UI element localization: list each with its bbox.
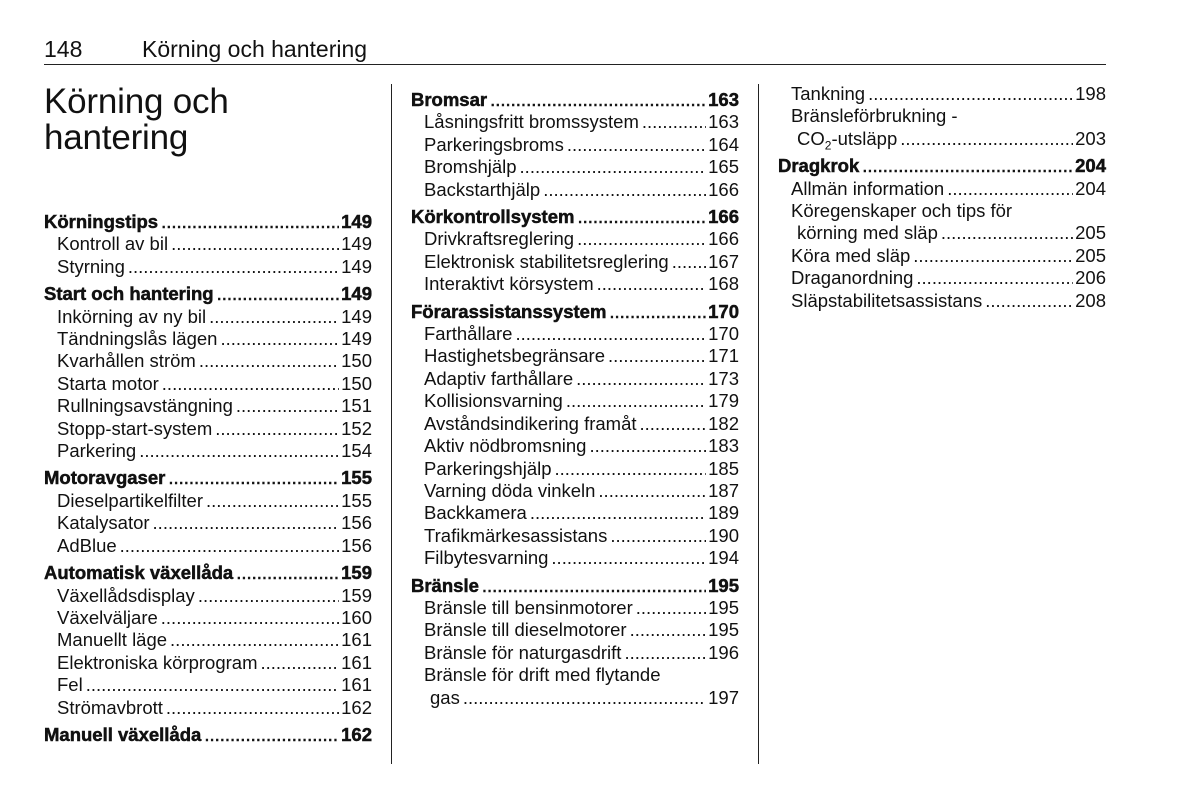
toc-entry[interactable] <box>44 512 372 534</box>
toc-section-heading[interactable] <box>411 301 739 323</box>
toc-entry-page: 163 <box>708 111 739 133</box>
toc-entry-title: Växellådsdisplay <box>57 584 195 606</box>
toc-entry[interactable] <box>44 535 372 557</box>
toc-section <box>778 155 1106 312</box>
toc-entry-page: 161 <box>341 651 372 673</box>
dot-leader <box>217 283 340 305</box>
toc-entry-page: 195 <box>708 596 739 618</box>
dot-leader <box>204 724 339 746</box>
toc-entry-title: Filbytesvarning <box>424 547 549 569</box>
dot-leader <box>947 178 1073 200</box>
toc-entry[interactable] <box>411 179 739 201</box>
toc-entry-page: 150 <box>341 350 372 372</box>
toc-entry-page: 156 <box>341 512 372 534</box>
toc-entry[interactable] <box>778 245 1106 267</box>
toc-entry-title: Parkeringsbroms <box>424 133 564 155</box>
toc-section-heading-title: Manuell växellåda <box>44 723 202 745</box>
toc-entry-page: 161 <box>341 629 372 651</box>
toc-section-heading-page: 159 <box>341 562 372 584</box>
toc-entry-page: 204 <box>1075 177 1106 199</box>
toc-entry-title: Bränsle för naturgasdrift <box>424 641 622 663</box>
toc-entry[interactable] <box>44 418 372 440</box>
toc-section-heading-page: 163 <box>708 89 739 110</box>
toc-entry[interactable] <box>411 390 739 412</box>
toc-entry-title: Backstarthjälp <box>424 178 541 200</box>
toc-entry-page: 149 <box>341 305 372 327</box>
toc-entry-page: 167 <box>708 250 739 272</box>
toc-section-heading[interactable] <box>411 89 739 111</box>
toc-entry-title: Stopp-start-system <box>57 417 213 439</box>
dot-leader <box>630 619 707 641</box>
dot-leader <box>139 440 339 462</box>
dot-leader <box>171 233 339 255</box>
dot-leader <box>610 525 706 547</box>
toc-entry-title: gas <box>430 686 460 708</box>
toc-entry-page: 196 <box>708 641 739 663</box>
toc-entry[interactable] <box>411 273 739 295</box>
toc-section-heading-title: Start och hantering <box>44 283 214 305</box>
toc-entry-title: Kvarhållen ström <box>57 350 196 372</box>
toc-section-heading-page: 195 <box>708 574 739 596</box>
dot-leader <box>199 350 339 372</box>
dot-leader <box>236 395 339 417</box>
toc-entry-page: 159 <box>341 584 372 606</box>
co2-suffix: -utsläpp <box>831 127 898 149</box>
dot-leader <box>640 413 707 435</box>
toc-entry[interactable] <box>411 368 739 390</box>
toc-entry-page: 206 <box>1075 267 1106 289</box>
toc-entry[interactable] <box>411 597 739 619</box>
dot-leader <box>608 345 706 367</box>
chapter-title <box>44 84 374 156</box>
toc-entry-title: Låsningsfritt bromssystem <box>424 111 639 133</box>
dot-leader <box>530 502 706 524</box>
toc-entry-title: Växelväljare <box>57 606 158 628</box>
dot-leader <box>577 206 706 228</box>
dot-leader <box>515 323 706 345</box>
toc-entry-title[interactable]: Köregenskaper och tips för <box>791 200 1013 222</box>
toc-section-heading-page: 170 <box>708 300 739 322</box>
toc-entry-page: 195 <box>708 619 739 641</box>
dot-leader <box>162 373 339 395</box>
toc-entry-page: 156 <box>341 534 372 556</box>
toc-entry-page: 168 <box>708 273 739 295</box>
dot-leader <box>567 134 706 156</box>
toc-entry-title: Bromshjälp <box>424 156 517 178</box>
toc-entry-page: 203 <box>1075 127 1106 149</box>
toc-entry[interactable] <box>44 490 372 512</box>
toc-entry-page: 154 <box>341 440 372 462</box>
toc-entry[interactable] <box>44 373 372 395</box>
dot-leader <box>624 642 706 664</box>
toc-entry-page: 182 <box>708 412 739 434</box>
dot-leader <box>463 687 706 709</box>
dot-leader <box>261 652 340 674</box>
toc-entry[interactable] <box>411 111 739 133</box>
toc-entry-title: Hastighetsbegränsare <box>424 345 605 367</box>
toc-entry[interactable] <box>44 328 372 350</box>
toc-section-heading-page: 155 <box>341 467 372 489</box>
toc-entry[interactable] <box>411 547 739 569</box>
dot-leader <box>636 597 706 619</box>
toc-entry-title: Backkamera <box>424 502 527 524</box>
dot-leader <box>868 83 1073 105</box>
toc-entry[interactable] <box>44 674 372 696</box>
dot-leader <box>166 697 339 719</box>
toc-entry-title <box>797 127 898 153</box>
toc-entry[interactable] <box>411 435 739 457</box>
toc-entry[interactable] <box>411 687 739 709</box>
toc-entry[interactable] <box>411 345 739 367</box>
dot-leader <box>161 211 339 233</box>
toc-entry-title: Parkeringshjälp <box>424 457 552 479</box>
toc-entry[interactable] <box>411 251 739 273</box>
toc-entry[interactable] <box>778 290 1106 312</box>
toc-entry[interactable] <box>411 525 739 547</box>
dot-leader <box>985 290 1073 312</box>
toc-entry-title: Aktiv nödbromsning <box>424 435 587 457</box>
dot-leader <box>161 607 339 629</box>
toc-entry[interactable] <box>778 127 1106 153</box>
co2-subscript: 2 <box>824 138 832 153</box>
toc-entry[interactable] <box>411 619 739 641</box>
toc-entry-page: 149 <box>341 255 372 277</box>
toc-entry-page: 198 <box>1075 83 1106 104</box>
toc-section <box>44 724 372 746</box>
toc-entry-title: Elektronisk stabilitetsreglering <box>424 250 669 272</box>
toc-entry-page: 189 <box>708 502 739 524</box>
toc-section-heading-title: Förarassistanssystem <box>411 300 607 322</box>
toc-entry-page: 179 <box>708 390 739 412</box>
toc-section-heading-page: 166 <box>708 206 739 228</box>
toc-entry-title: Farthållare <box>424 323 513 345</box>
toc-entry-title: Köra med släp <box>791 244 911 266</box>
toc-section-heading-title: Körningstips <box>44 211 159 232</box>
dot-leader <box>597 273 706 295</box>
toc-entry-title: Tankning <box>791 83 866 104</box>
toc-entry-title[interactable]: Bränsleförbrukning - <box>791 105 958 127</box>
dot-leader <box>209 306 339 328</box>
dot-leader <box>215 418 339 440</box>
dot-leader <box>170 629 339 651</box>
toc-section <box>411 301 739 570</box>
toc-entry-title: Trafikmärkesassistans <box>424 524 608 546</box>
toc-entry-page: 149 <box>341 233 372 255</box>
toc-column-1 <box>44 211 372 751</box>
dot-leader <box>236 562 339 584</box>
toc-entry[interactable] <box>44 607 372 629</box>
toc-entry-title: Drivkraftsreglering <box>424 228 575 250</box>
dot-leader <box>86 674 339 696</box>
toc-entry[interactable] <box>44 629 372 651</box>
toc-entry-page: 155 <box>341 489 372 511</box>
page-number: 148 <box>44 36 83 62</box>
toc-entry[interactable] <box>411 502 739 524</box>
toc-entry-title: Starta motor <box>57 372 159 394</box>
toc-entry[interactable] <box>411 134 739 156</box>
toc-entry[interactable] <box>44 697 372 719</box>
toc-entry[interactable] <box>44 585 372 607</box>
toc-entry-title: AdBlue <box>57 534 117 556</box>
toc-section-heading-title: Dragkrok <box>778 155 860 177</box>
toc-section-heading-title: Bränsle <box>411 574 479 596</box>
dot-leader <box>642 111 706 133</box>
toc-entry[interactable] <box>44 256 372 278</box>
dot-leader <box>609 301 706 323</box>
toc-entry-title: Fel <box>57 674 83 696</box>
toc-section-heading-page: 149 <box>341 283 372 305</box>
toc-section <box>44 467 372 557</box>
toc-section-heading-title: Körkontrollsystem <box>411 206 575 228</box>
toc-entry[interactable] <box>778 267 1106 289</box>
toc-entry[interactable] <box>778 178 1106 200</box>
page-header <box>44 34 1106 65</box>
toc-entry-page: 194 <box>708 547 739 569</box>
toc-entry-title[interactable]: Bränsle för drift med flytande <box>424 664 661 686</box>
toc-entry-page: 187 <box>708 479 739 501</box>
toc-entry-title: Elektroniska körprogram <box>57 651 258 673</box>
toc-entry-page: 150 <box>341 372 372 394</box>
toc-entry-title: Kollisionsvarning <box>424 390 563 412</box>
co2-prefix: CO <box>797 127 825 149</box>
toc-section-heading[interactable] <box>778 155 1106 177</box>
dot-leader <box>577 228 706 250</box>
toc-section <box>778 83 1106 153</box>
toc-entry[interactable] <box>44 440 372 462</box>
toc-section-heading[interactable] <box>44 283 372 305</box>
dot-leader <box>551 547 706 569</box>
dot-leader <box>672 251 706 273</box>
toc-entry-title: Katalysator <box>57 512 150 534</box>
toc-column-2 <box>411 89 739 714</box>
toc-entry-page: 183 <box>708 435 739 457</box>
toc-section <box>44 211 372 278</box>
toc-section <box>44 283 372 462</box>
dot-leader <box>120 535 339 557</box>
toc-entry[interactable] <box>411 480 739 502</box>
toc-entry-title: Släpstabilitetsassistans <box>791 289 983 311</box>
dot-leader <box>916 267 1073 289</box>
toc-entry-title: Kontroll av bil <box>57 233 169 255</box>
toc-entry-title: körning med släp <box>797 222 938 244</box>
dot-leader <box>490 89 706 111</box>
toc-section-heading-page: 149 <box>341 211 372 232</box>
toc-entry[interactable] <box>411 413 739 435</box>
dot-leader <box>543 179 706 201</box>
dot-leader <box>198 585 339 607</box>
dot-leader <box>913 245 1073 267</box>
dot-leader <box>862 155 1073 177</box>
dot-leader <box>900 128 1073 150</box>
dot-leader <box>128 256 339 278</box>
toc-entry-title: Bränsle till dieselmotorer <box>424 619 627 641</box>
toc-entry-title: Avståndsindikering framåt <box>424 412 637 434</box>
column-divider <box>758 84 759 764</box>
dot-leader <box>168 467 339 489</box>
toc-entry-page: 170 <box>708 323 739 345</box>
dot-leader <box>555 458 707 480</box>
toc-entry-title: Interaktivt körsystem <box>424 273 594 295</box>
toc-entry-page: 165 <box>708 156 739 178</box>
toc-entry[interactable] <box>44 652 372 674</box>
toc-entry-title: Dieselpartikelfilter <box>57 489 203 511</box>
toc-section <box>411 89 739 201</box>
chapter-title-line: hantering <box>44 118 189 157</box>
toc-entry[interactable] <box>44 306 372 328</box>
toc-section-heading-page: 162 <box>341 723 372 745</box>
toc-entry-page: 197 <box>708 686 739 708</box>
toc-entry-title: Parkering <box>57 440 137 462</box>
toc-entry[interactable] <box>411 156 739 178</box>
column-divider <box>391 84 392 764</box>
toc-entry[interactable] <box>44 350 372 372</box>
toc-entry-page: 190 <box>708 524 739 546</box>
dot-leader <box>220 328 339 350</box>
toc-column-3 <box>778 83 1106 317</box>
dot-leader <box>206 490 339 512</box>
toc-entry[interactable] <box>778 222 1106 244</box>
toc-entry-title: Rullningsavstängning <box>57 395 233 417</box>
running-title: Körning och hantering <box>142 36 368 62</box>
toc-entry-title: Adaptiv farthållare <box>424 367 574 389</box>
toc-entry-page: 173 <box>708 367 739 389</box>
toc-entry[interactable] <box>411 228 739 250</box>
toc-entry-title: Allmän information <box>791 177 945 199</box>
toc-entry-title: Inkörning av ny bil <box>57 305 207 327</box>
toc-entry-page: 205 <box>1075 222 1106 244</box>
toc-section-heading-title: Automatisk växellåda <box>44 562 234 584</box>
dot-leader <box>576 368 706 390</box>
toc-entry-page: 166 <box>708 178 739 200</box>
toc-entry[interactable] <box>411 458 739 480</box>
toc-section-heading[interactable] <box>44 562 372 584</box>
toc-entry-page: 162 <box>341 696 372 718</box>
dot-leader <box>520 156 707 178</box>
chapter-title-line: Körning och <box>44 82 229 121</box>
dot-leader <box>482 575 706 597</box>
toc-entry[interactable] <box>411 323 739 345</box>
toc-entry-page: 166 <box>708 228 739 250</box>
toc-section <box>44 562 372 719</box>
toc-entry-page: 152 <box>341 417 372 439</box>
dot-leader <box>941 222 1073 244</box>
toc-entry[interactable] <box>44 395 372 417</box>
toc-entry-title: Draganordning <box>791 267 914 289</box>
toc-entry-page: 161 <box>341 674 372 696</box>
toc-entry-page: 164 <box>708 133 739 155</box>
toc-entry-title: Bränsle till bensinmotorer <box>424 596 633 618</box>
toc-entry-title: Styrning <box>57 255 125 277</box>
toc-entry-title: Manuellt läge <box>57 629 168 651</box>
toc-entry-page: 160 <box>341 606 372 628</box>
toc-section-heading-page: 204 <box>1075 155 1106 177</box>
toc-section-heading[interactable] <box>44 211 372 233</box>
dot-leader <box>153 512 340 534</box>
toc-section-heading[interactable] <box>411 575 739 597</box>
toc-entry-page: 185 <box>708 457 739 479</box>
toc-entry-page: 171 <box>708 345 739 367</box>
toc-entry[interactable] <box>411 642 739 664</box>
dot-leader <box>598 480 706 502</box>
toc-entry[interactable] <box>778 83 1106 105</box>
toc-section <box>411 575 739 709</box>
toc-entry[interactable] <box>44 233 372 255</box>
toc-entry-title: Tändningslås lägen <box>57 328 218 350</box>
toc-section <box>411 206 739 296</box>
toc-entry-page: 205 <box>1075 244 1106 266</box>
toc-entry-title: Strömavbrott <box>57 696 163 718</box>
dot-leader <box>589 435 706 457</box>
toc-section-heading[interactable] <box>44 467 372 489</box>
toc-entry-title: Varning döda vinkeln <box>424 479 596 501</box>
toc-section-heading-title: Motoravgaser <box>44 467 166 489</box>
toc-section-heading-title: Bromsar <box>411 89 488 110</box>
toc-entry-page: 151 <box>341 395 372 417</box>
toc-section-heading[interactable] <box>44 724 372 746</box>
toc-section-heading[interactable] <box>411 206 739 228</box>
toc-entry-page: 208 <box>1075 289 1106 311</box>
toc-entry-page: 149 <box>341 328 372 350</box>
dot-leader <box>566 390 706 412</box>
